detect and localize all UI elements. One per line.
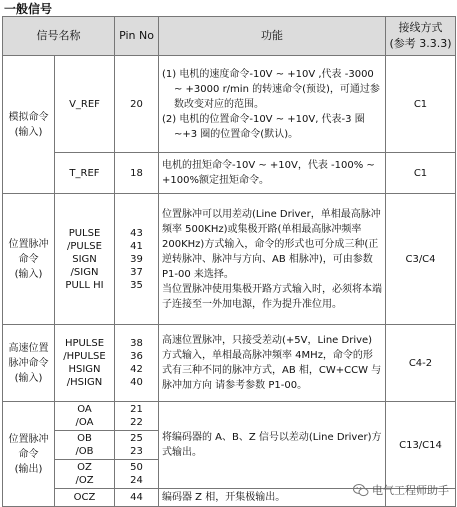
signal-hpulse-n: /HPULSE xyxy=(63,351,106,362)
function-highspeed-pulse: 高速位置脉冲，只接受差动(+5V，Line Drive)方式输入，单相最高脉冲频率 4MHz，命令的形式有三种不同的脉冲方式，AB 相，CW+CCW 与脉冲加方向 请参考参数 P1-00。 xyxy=(159,325,386,402)
signals-highspeed-pulse xyxy=(55,325,115,402)
signals-oa xyxy=(55,402,115,431)
signals-oz xyxy=(55,460,115,489)
pin-oa-n: 22 xyxy=(130,417,143,428)
pin-t-ref: 18 xyxy=(115,153,159,194)
pin-oz-n: 24 xyxy=(130,475,143,486)
function-position-pulse xyxy=(159,194,386,325)
header-signal-name: 信号名称 xyxy=(3,17,115,56)
header-wiring-line2: (参考 3.3.3) xyxy=(389,37,452,50)
pin-pulse: 43 xyxy=(130,227,143,239)
wiring-position-pulse: C3/C4 xyxy=(386,194,456,325)
pin-pull-hi: 35 xyxy=(130,279,143,291)
function-v-ref-1: (1) 电机的速度命令-10V ~ +10V ,代表 -3000 ~ +3000 r/min 的转速命令(预设)，可通过参数改变对应的范围。 xyxy=(162,68,380,110)
pins-highspeed-pulse xyxy=(115,325,159,402)
pin-oz: 50 xyxy=(130,462,143,473)
header-pin-no: Pin No xyxy=(115,17,159,56)
header-wiring-line1: 接线方式 xyxy=(398,20,443,34)
signal-pulse: PULSE xyxy=(68,227,101,239)
signal-ob-n: /OB xyxy=(75,446,94,457)
wiring-encoder-output: C13/C14 xyxy=(386,402,456,489)
signal-hpulse: HPULSE xyxy=(64,338,105,349)
pins-oa xyxy=(115,402,159,431)
signal-sign-n: /SIGN xyxy=(70,266,99,278)
table-header-row xyxy=(3,17,456,56)
function-v-ref xyxy=(159,56,386,153)
table-row xyxy=(3,153,456,194)
signal-t-ref: T_REF xyxy=(55,153,115,194)
pin-v-ref: 20 xyxy=(115,56,159,153)
pin-pulse-n: 41 xyxy=(130,240,143,252)
signal-oz-n: /OZ xyxy=(75,475,94,486)
function-position-pulse-1: 位置脉冲可以用差动(Line Driver，单相最高脉冲频率 500KHz)或集极开路(单相最高脉冲频率 200KHz)方式输入，命令的形式也可分成三种(正逆转脉冲、脉冲与方向、AB 相脉冲)，可由参数 P1-00 来选择。 xyxy=(162,208,381,280)
pins-oz xyxy=(115,460,159,489)
pin-ocz: 44 xyxy=(115,489,159,507)
signal-oa-n: /OA xyxy=(75,417,94,428)
pin-sign-n: 37 xyxy=(130,266,143,278)
header-function: 功能 xyxy=(159,17,386,56)
signals-position-pulse xyxy=(55,194,115,325)
signal-hsign: HSIGN xyxy=(68,364,101,375)
wiring-highspeed-pulse: C4-2 xyxy=(386,325,456,402)
pin-hsign-n: 40 xyxy=(130,377,143,388)
table-row xyxy=(3,402,456,431)
signal-oa: OA xyxy=(77,404,92,415)
pin-sign: 39 xyxy=(130,253,143,265)
group-position-pulse-input: 位置脉冲 命令 (输入) xyxy=(3,194,55,325)
pins-position-pulse xyxy=(115,194,159,325)
function-t-ref: 电机的扭矩命令-10V ~ +10V，代表 -100% ~ +100%额定扭矩命令。 xyxy=(159,153,386,194)
section-title: 一般信号 xyxy=(4,2,53,16)
signal-pulse-n: /PULSE xyxy=(67,240,102,252)
pins-ob xyxy=(115,431,159,460)
signal-v-ref: V_REF xyxy=(55,56,115,153)
pin-hpulse-n: 36 xyxy=(130,351,143,362)
signal-table xyxy=(2,16,456,507)
signal-oz: OZ xyxy=(77,462,92,473)
signal-ocz: OCZ xyxy=(55,489,115,507)
pin-oa: 21 xyxy=(130,404,143,415)
signal-hsign-n: /HSIGN xyxy=(66,377,103,388)
watermark xyxy=(353,482,449,498)
header-wiring xyxy=(386,17,456,56)
table-row xyxy=(3,194,456,325)
group-analog-command: 模拟命令 (输入) xyxy=(3,56,55,194)
signal-pull-hi: PULL HI xyxy=(65,279,104,291)
function-position-pulse-2: 当位置脉冲使用集极开路方式输入时，必须将本端子连接至一外加电源，作为提升准位用。 xyxy=(162,283,382,310)
pin-hsign: 42 xyxy=(130,364,143,375)
signal-sign: SIGN xyxy=(72,253,97,265)
function-v-ref-2: (2) 电机的位置命令-10V ~ +10V, 代表-3 圈 ~+3 圈的位置命令(默认)。 xyxy=(162,113,365,140)
function-encoder-output: 将编码器的 A、B、Z 信号以差动(Line Driver)方式输出。 xyxy=(159,402,386,489)
group-highspeed-pulse-input: 高速位置 脉冲命令 (输入) xyxy=(3,325,55,402)
group-position-pulse-output: 位置脉冲 命令 (输出) xyxy=(3,402,55,507)
pin-hpulse: 38 xyxy=(130,338,143,349)
wiring-v-ref: C1 xyxy=(386,56,456,153)
function-ocz: 编码器 Z 相，开集极输出。 xyxy=(159,489,386,507)
wechat-icon xyxy=(353,484,369,497)
watermark-text: 电气工程师助手 xyxy=(372,484,449,497)
table-row xyxy=(3,56,456,153)
wiring-t-ref: C1 xyxy=(386,153,456,194)
signals-ob xyxy=(55,431,115,460)
table-row xyxy=(3,325,456,402)
signal-ob: OB xyxy=(77,433,92,444)
pin-ob: 25 xyxy=(130,433,143,444)
pin-ob-n: 23 xyxy=(130,446,143,457)
